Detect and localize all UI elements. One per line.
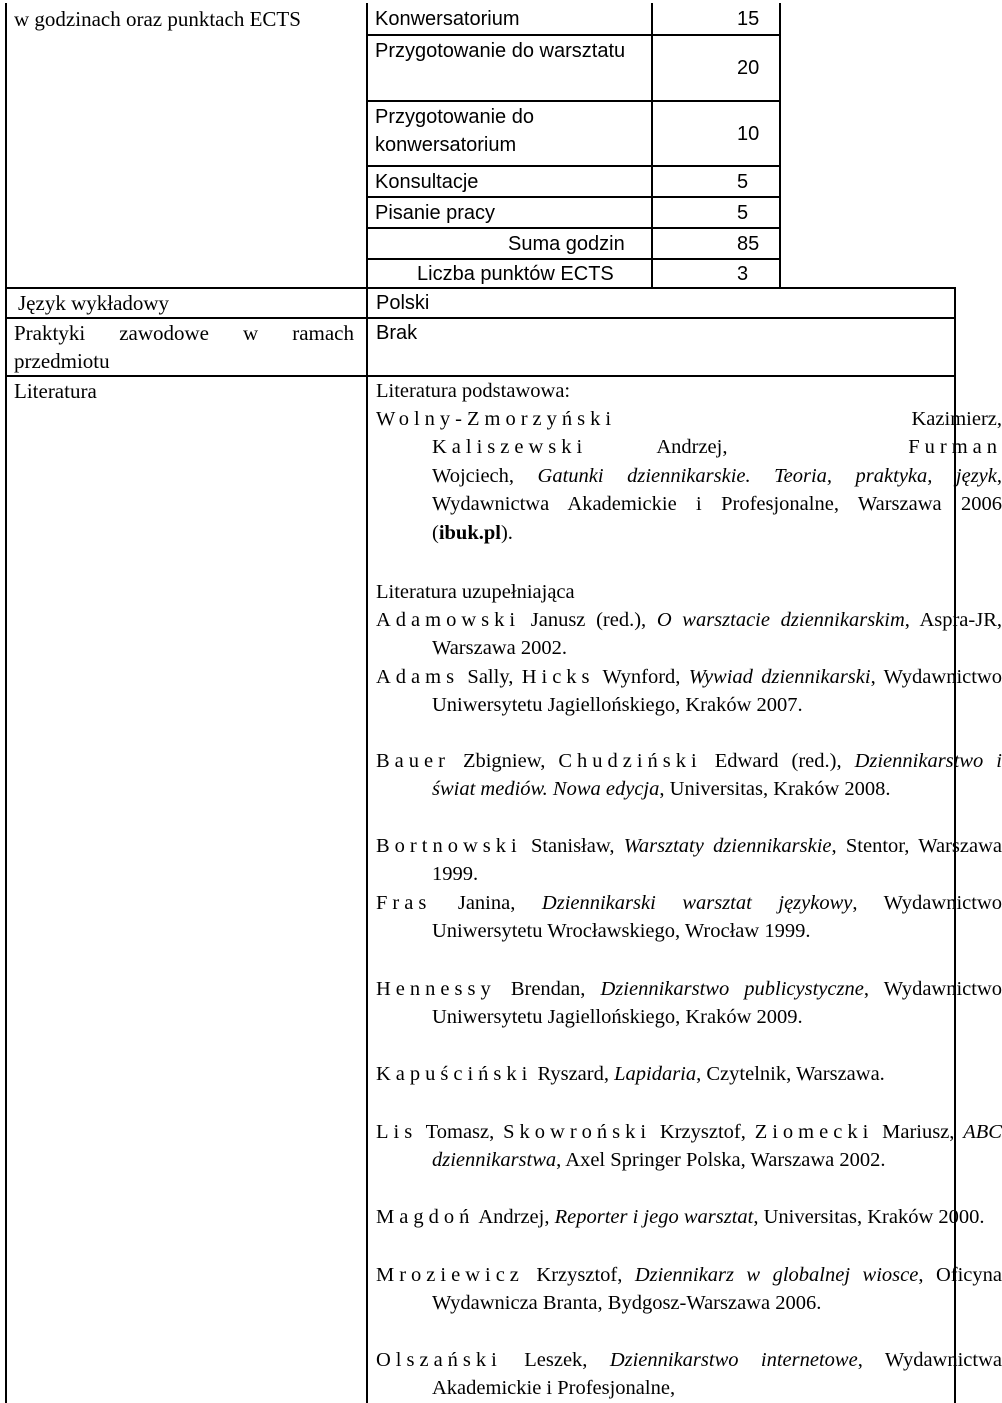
hours-label: w godzinach oraz punktach ECTS [14,7,301,31]
reference-item: Mroziewicz Krzysztof, Dziennikarz w globalnej wiosce, Oficyna Wydawnicza Branta, Bydgosz-Warszawa 2006. [376,1264,1002,1315]
reference-item: Olszański Leszek, Dziennikarstwo internetowe, Wydawnictwa Akademickie i Profesjonalne, [376,1349,1002,1400]
row-line [366,227,780,229]
workload-hours: 10 [737,123,760,145]
total-hours-value: 85 [737,233,760,255]
reference-item: Lis Tomasz, Skowroński Krzysztof, Ziomecki Mariusz, ABC dziennikarstwa, Axel Springer Polska, Warszawa 2002. [376,1121,1002,1172]
workload-hours: 5 [737,171,749,193]
basic-literature-heading: Literatura podstawowa: [376,380,571,402]
table-border-left [5,3,7,1403]
internship-value: Brak [376,322,418,344]
total-hours-label: Suma godzin [508,233,625,255]
reference-item: Kapuściński Ryszard, Lapidaria, Czytelnik, Warszawa. [376,1063,885,1085]
language-value: Polski [376,292,430,314]
reference-item: Hennessy Brendan, Dziennikarstwo publicystyczne, Wydawnictwo Uniwersytetu Jagiellońskiego, Kraków 2009. [376,978,1002,1029]
hours-divider-left [651,3,653,287]
extra-literature-heading: Literatura uzupełniająca [376,581,575,603]
ects-label: Liczba punktów ECTS [417,263,614,285]
workload-hours: 15 [737,8,760,30]
workload-label: Konwersatorium [375,8,520,30]
row-line [366,165,780,167]
row-line [366,196,780,198]
workload-hours: 5 [737,202,749,224]
row-line [366,100,780,102]
hours-divider-right [779,3,781,287]
workload-label: Konsultacje [375,171,479,193]
internship-label: Praktyki zawodowe w ramach przedmiotu [14,321,354,373]
workload-label: Pisanie pracy [375,202,496,224]
workload-label: Przygotowanie do warsztatu [375,40,626,62]
language-label: Język wykładowy [18,291,170,315]
reference-item: Adamowski Janusz (red.), O warsztacie dziennikarskim, Aspra-JR, Warszawa 2002. [376,609,1002,660]
reference-item: Magdoń Andrzej, Reporter i jego warsztat, Universitas, Kraków 2000. [376,1206,985,1228]
workload-hours: 20 [737,57,760,79]
row-line [366,34,780,36]
table-divider-main [366,3,368,1403]
ects-value: 3 [737,263,749,285]
reference-item: Bauer Zbigniew, Chudziński Edward (red.), Dziennikarstwo i świat mediów. Nowa edycja, Universitas, Kraków 2008. [376,750,1002,801]
basic-reference: Wolny-Zmorzyński Kazimierz, Kaliszewski Andrzej, Furman Wojciech, Gatunki dziennikarskie. Teoria, praktyka, język, Wydawnictwa Akademickie i Profesjonalne, Warszawa 2006 (ibuk.pl). [376,408,1002,544]
reference-item: Adams Sally, Hicks Wynford, Wywiad dziennikarski, Wydawnictwo Uniwersytetu Jagiellońskiego, Kraków 2007. [376,666,1002,717]
workload-label: Przygotowanie do konwersatorium [375,106,534,156]
reference-item: Fras Janina, Dziennikarski warsztat językowy, Wydawnictwo Uniwersytetu Wrocławskiego, Wrocław 1999. [376,892,1002,943]
literature-label: Literatura [14,379,97,403]
reference-item: Bortnowski Stanisław, Warsztaty dziennikarskie, Stentor, Warszawa 1999. [376,835,1002,886]
